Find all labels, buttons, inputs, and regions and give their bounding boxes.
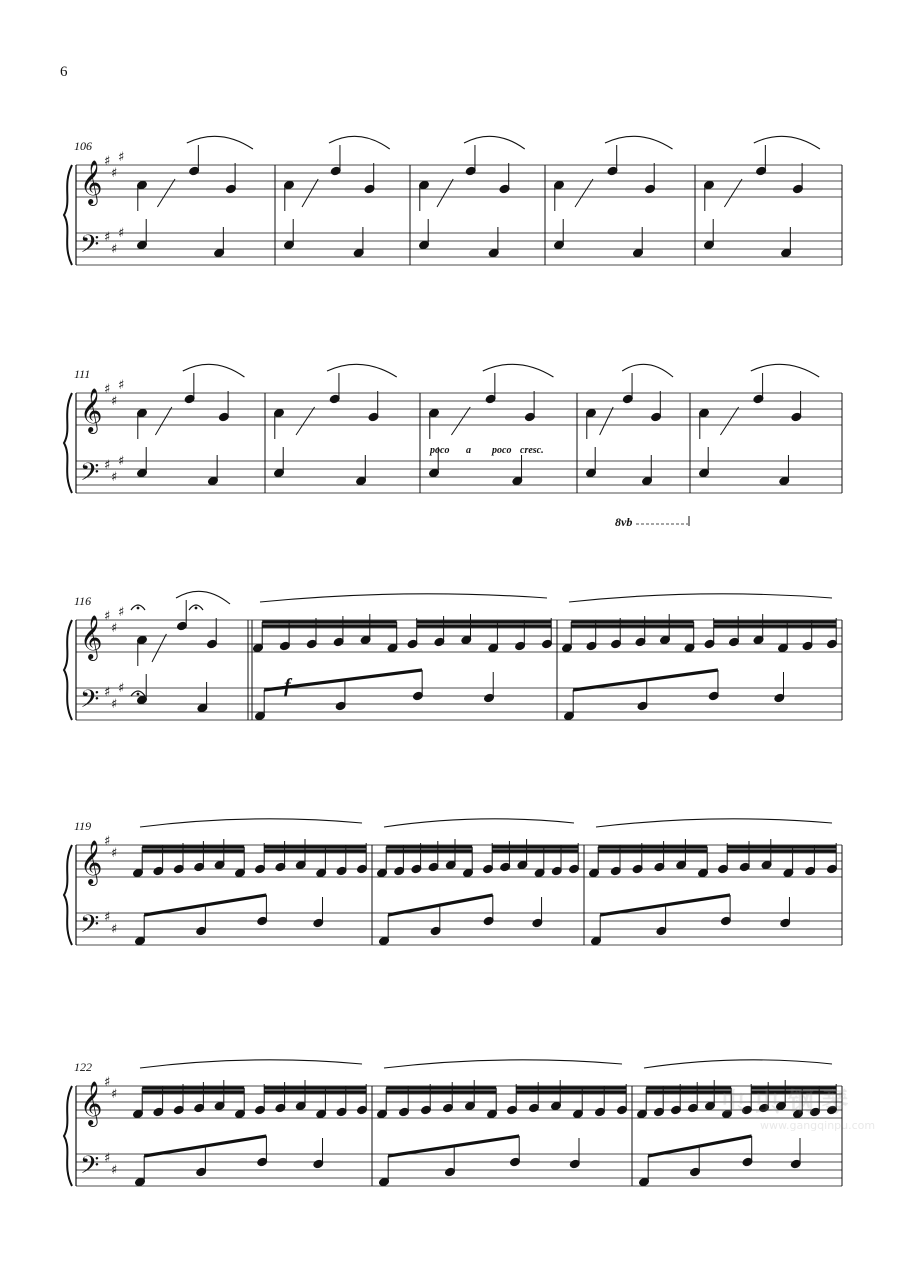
key-signature-sharp: ♯ (104, 458, 111, 473)
system-4 (64, 819, 842, 946)
measure (132, 1060, 367, 1187)
slur (187, 136, 253, 149)
system-brace (64, 845, 72, 945)
system-brace (64, 620, 72, 720)
cross-staff-line (302, 179, 318, 207)
key-signature-sharp: ♯ (104, 230, 111, 245)
system-1 (64, 136, 842, 265)
staff (76, 461, 842, 493)
staff (76, 1154, 842, 1186)
beam (573, 670, 718, 690)
measure-number: 119 (74, 819, 92, 833)
fermata-dot (137, 693, 140, 696)
slur (644, 1060, 832, 1068)
key-signature-sharp: ♯ (104, 910, 111, 925)
slur (483, 364, 554, 377)
key-signature-sharp: ♯ (111, 922, 118, 937)
cross-staff-line (152, 634, 166, 662)
slur (140, 1060, 362, 1068)
treble-clef: 𝄞 (80, 840, 103, 884)
key-signature-sharp: ♯ (111, 470, 118, 485)
watermark-url: www.gangqinpu.com (760, 1119, 876, 1132)
cross-staff-line (720, 407, 738, 435)
slur (384, 819, 574, 827)
measure (132, 819, 367, 946)
page-number: 6 (60, 64, 68, 80)
key-signature-sharp: ♯ (118, 681, 125, 696)
key-signature-sharp: ♯ (111, 394, 118, 409)
slur (176, 591, 230, 604)
dynamic-forte: f (284, 675, 291, 697)
key-signature-sharp: ♯ (104, 154, 111, 169)
expression-poco-a-poco-cresc: poco (492, 445, 512, 456)
bass-clef: 𝄢 (80, 230, 100, 265)
system-brace (64, 1086, 72, 1186)
cross-staff-line (724, 179, 742, 207)
watermark-site: 虫虫钢琴 (720, 1088, 857, 1118)
measure (588, 819, 837, 946)
key-signature-sharp: ♯ (111, 166, 118, 181)
measure-number: 122 (74, 1060, 92, 1074)
measure-number: 111 (74, 367, 91, 381)
key-signature-sharp: ♯ (118, 378, 125, 393)
system-2 (64, 364, 842, 493)
slur (384, 1060, 622, 1068)
cross-staff-line (157, 179, 175, 207)
slur (569, 594, 832, 602)
slur (605, 136, 673, 149)
key-signature-sharp: ♯ (104, 685, 111, 700)
slur (140, 819, 362, 827)
slur (751, 364, 819, 377)
treble-clef: 𝄞 (80, 615, 103, 659)
key-signature-sharp: ♯ (118, 605, 125, 620)
beam (388, 895, 493, 915)
fermata-dot (195, 607, 198, 610)
bass-clef: 𝄢 (80, 685, 100, 720)
key-signature-sharp: ♯ (104, 609, 111, 624)
staff (76, 233, 842, 265)
measure (561, 594, 837, 721)
measure (376, 1060, 627, 1187)
cross-staff-line (600, 407, 614, 435)
expression-poco-a-poco-cresc: poco (430, 445, 450, 456)
treble-clef: 𝄞 (80, 160, 103, 204)
cross-staff-line (155, 407, 171, 435)
slur (183, 364, 245, 377)
key-signature-sharp: ♯ (111, 846, 118, 861)
bass-clef: 𝄢 (80, 1151, 100, 1186)
slur (327, 364, 397, 377)
key-signature-sharp: ♯ (111, 697, 118, 712)
fermata-dot (137, 607, 140, 610)
key-signature-sharp: ♯ (111, 242, 118, 257)
slur (596, 819, 832, 827)
slur (329, 136, 390, 149)
key-signature-sharp: ♯ (111, 1087, 118, 1102)
key-signature-sharp: ♯ (111, 621, 118, 636)
expression-poco-a-poco-cresc: cresc. (520, 445, 544, 456)
measure (376, 819, 579, 946)
key-signature-sharp: ♯ (104, 1075, 111, 1090)
key-signature-sharp: ♯ (118, 454, 125, 469)
key-signature-sharp: ♯ (118, 226, 125, 241)
cross-staff-line (296, 407, 315, 435)
treble-clef: 𝄞 (80, 1081, 103, 1125)
key-signature-sharp: ♯ (111, 1163, 118, 1178)
slur (622, 364, 673, 377)
system-3 (64, 591, 842, 721)
slur (260, 594, 547, 602)
cross-staff-line (437, 179, 453, 207)
bass-clef: 𝄢 (80, 910, 100, 945)
system-brace (64, 393, 72, 493)
measure (252, 594, 552, 721)
beam (648, 1136, 752, 1156)
expression-poco-a-poco-cresc: a (466, 445, 471, 456)
treble-clef: 𝄞 (80, 388, 103, 432)
slur (464, 136, 525, 149)
staff (76, 688, 842, 720)
system-brace (64, 165, 72, 265)
key-signature-sharp: ♯ (104, 1151, 111, 1166)
cross-staff-line (575, 179, 593, 207)
slur (754, 136, 820, 149)
ottava-marking: 8vb (615, 515, 633, 529)
measure-number: 116 (74, 594, 92, 608)
measure-number: 106 (74, 139, 92, 153)
key-signature-sharp: ♯ (104, 382, 111, 397)
key-signature-sharp: ♯ (118, 150, 125, 165)
cross-staff-line (451, 407, 470, 435)
bass-clef: 𝄢 (80, 458, 100, 493)
watermark (720, 1082, 875, 1132)
key-signature-sharp: ♯ (104, 834, 111, 849)
